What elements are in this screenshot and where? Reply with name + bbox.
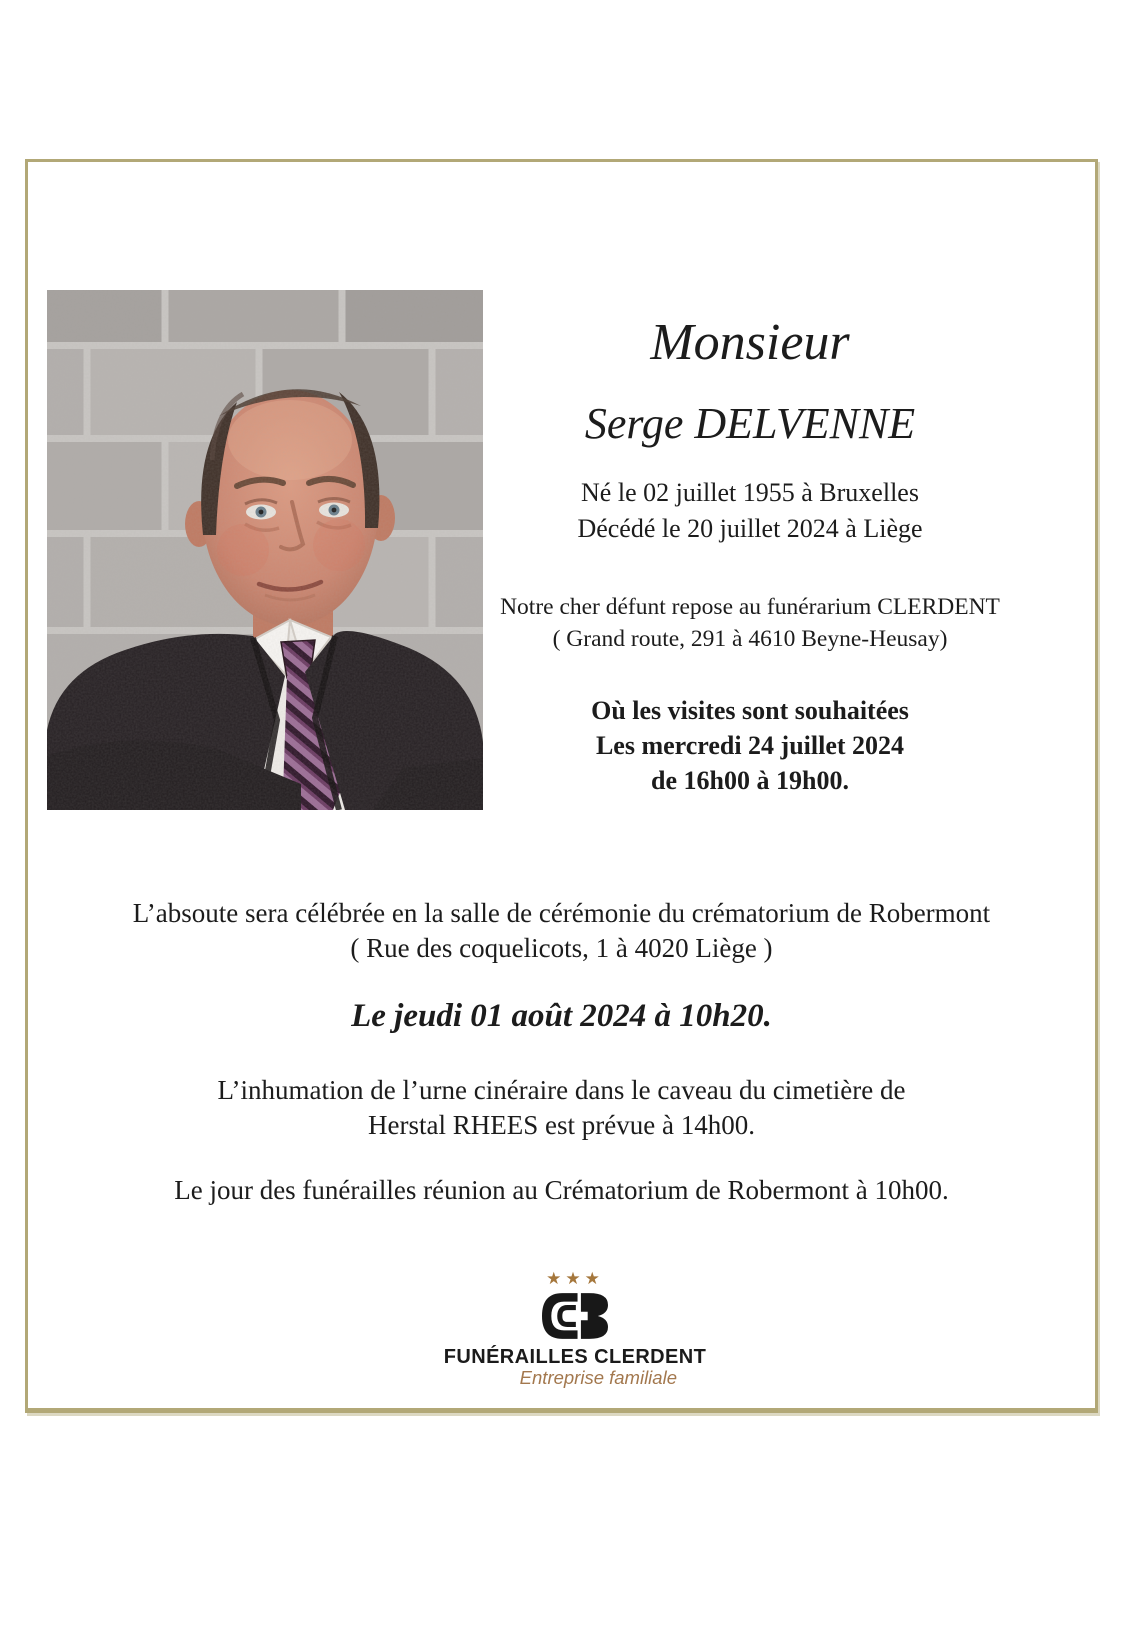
visits-date: Les mercredi 24 juillet 2024 <box>595 731 905 760</box>
deceased-portrait-photo <box>47 290 483 810</box>
company-name: FUNÉRAILLES CLERDENT <box>443 1346 707 1368</box>
portrait-illustration <box>47 290 483 810</box>
honorific-title: Monsieur <box>650 314 850 371</box>
burial-line-2: Herstal RHEES est prévue à 14h00. <box>368 1110 755 1140</box>
company-tagline: Entreprise familiale <box>519 1367 677 1388</box>
deceased-name: Serge DELVENNE <box>584 399 916 448</box>
visits-hours: de 16h00 à 19h00. <box>651 766 849 795</box>
death-line: Décédé le 20 juillet 2024 à Liège <box>577 514 923 543</box>
cb-monogram-icon <box>25 1292 1125 1340</box>
burial-line-1: L’inhumation de l’urne cinéraire dans le caveau du cimetière de <box>217 1075 906 1105</box>
meeting-line: Le jour des funérailles réunion au Crématorium de Robermont à 10h00. <box>174 1175 949 1205</box>
birth-line: Né le 02 juillet 1955 à Bruxelles <box>581 478 919 507</box>
ceremony-line: L’absoute sera célébrée en la salle de cérémonie du crématorium de Robermont <box>132 898 991 928</box>
repose-location-line: Notre cher défunt repose au funérarium CLERDENT <box>500 594 1000 620</box>
visits-heading: Où les visites sont souhaitées <box>591 696 909 725</box>
funeral-home-logo <box>25 1268 1125 1388</box>
ceremony-address: ( Rue des coquelicots, 1 à 4020 Liège ) <box>350 933 773 963</box>
ceremony-datetime: Le jeudi 01 août 2024 à 10h20. <box>351 998 772 1034</box>
three-stars-icon: ★★★ <box>546 1269 604 1289</box>
repose-address-line: ( Grand route, 291 à 4610 Beyne-Heusay) <box>552 626 948 652</box>
